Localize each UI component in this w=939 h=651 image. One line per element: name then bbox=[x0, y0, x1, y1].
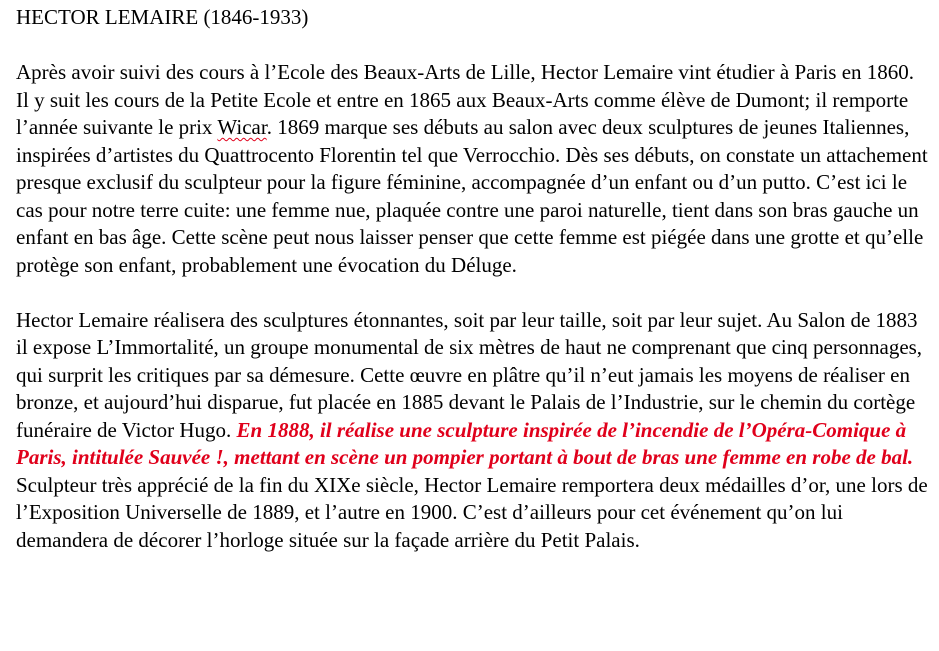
paragraph2-text-end: Sculpteur très apprécié de la fin du XIXe siècle, Hector Lemaire remportera deux médailles d’or, une lors de l’Exposition Universelle de 1889, et l’autre en 1900. C’est d’ailleurs pour cet événement qu’on lui demandera de décorer l’horloge située sur la façade arrière du Petit Palais. bbox=[16, 472, 928, 552]
document-body bbox=[16, 4, 928, 554]
title-text: HECTOR LEMAIRE (1846-1933) bbox=[16, 5, 309, 29]
highlighted-passage: En 1888, il réalise une sculpture inspirée de l’incendie de l’Opéra-Comique à Paris, intitulée Sauvée !, mettant en scène un pompier portant à bout de bras une femme en robe de bal. bbox=[16, 417, 914, 469]
spellcheck-flagged-word[interactable]: Wicar bbox=[217, 115, 267, 139]
document-title bbox=[16, 4, 928, 32]
paragraph2-text-start: Hector Lemaire réalisera des sculptures étonnantes, soit par leur taille, soit par leur sujet. Au Salon de 1883 il expose L’Immortalité, un groupe monumental de six mètres de haut ne comprenant que cinq personnages, qui surprit les critiques par sa démesure. Cette œuvre en plâtre qu’il n’eut jamais les moyens de réaliser en bronze, et aujourd’hui disparue, fut placée en 1885 devant le Palais de l’Industrie, sur le chemin du cortège funéraire de Victor Hugo. bbox=[16, 307, 923, 442]
paragraph-biography bbox=[16, 59, 928, 279]
paragraph-works bbox=[16, 307, 928, 555]
paragraph1-text-end: . 1869 marque ses débuts au salon avec deux sculptures de jeunes Italiennes, inspirées d’artistes du Quattrocento Florentin tel que Verrocchio. Dès ses débuts, on constate un attachement presque exclusif du sculpteur pour la figure féminine, accompagnée d’un enfant ou d’un putto. C’est ici le cas pour notre terre cuite: une femme nue, plaquée contre une paroi naturelle, tient dans son bras gauche un enfant en bas âge. Cette scène peut nous laisser penser que cette femme est piégée dans une grotte et qu’elle protège son enfant, probablement une évocation du Déluge. bbox=[16, 115, 928, 277]
paragraph1-text-start: Après avoir suivi des cours à l’Ecole des Beaux-Arts de Lille, Hector Lemaire vint étudier à Paris en 1860. Il y suit les cours de la Petite Ecole et entre en 1865 aux Beaux-Arts comme élève de Dumont; il remporte l’année suivante le prix bbox=[16, 60, 915, 139]
